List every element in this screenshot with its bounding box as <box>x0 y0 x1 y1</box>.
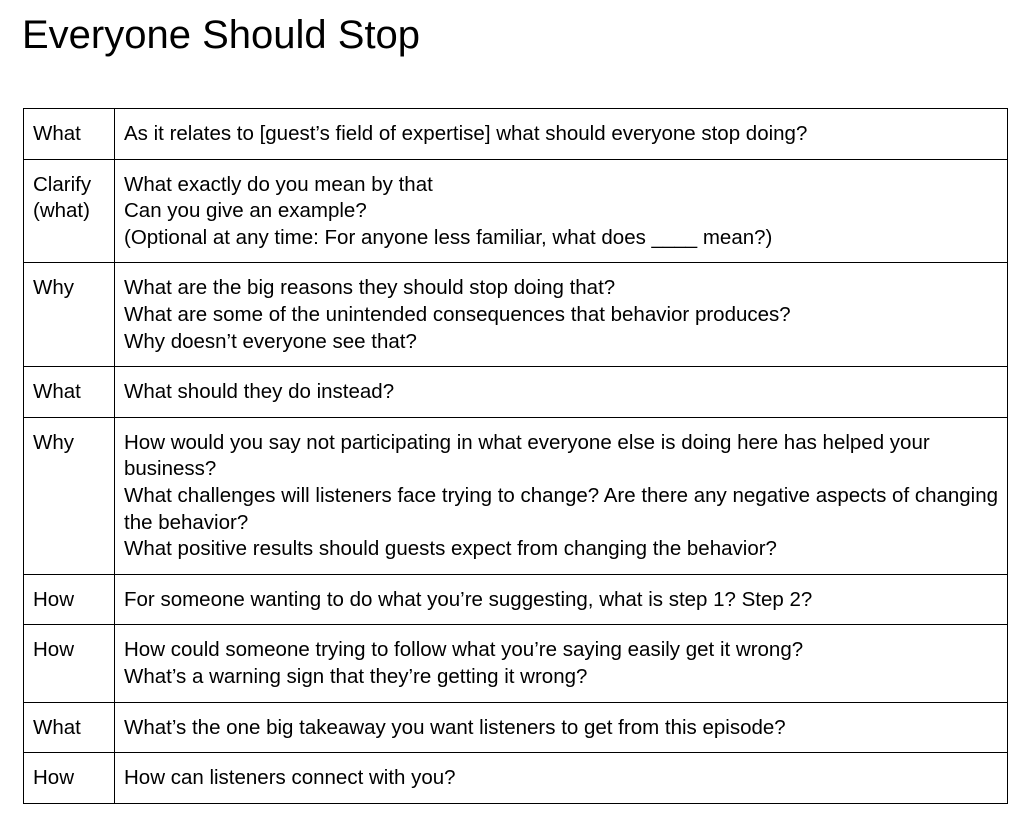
question-type-cell: Why <box>24 263 115 367</box>
table-row <box>24 159 1008 263</box>
question-line: What challenges will listeners face trying to change? Are there any negative aspects of changing the behavior? <box>124 483 1004 534</box>
question-type-cell: Why <box>24 417 115 574</box>
question-table <box>23 108 1008 804</box>
question-line: What should they do instead? <box>124 380 395 404</box>
questions-cell <box>115 159 1008 263</box>
table-row <box>24 263 1008 367</box>
question-line: What positive results should guests expect from changing the behavior? <box>124 537 777 561</box>
question-type-cell: Clarify (what) <box>24 159 115 263</box>
question-line: What’s the one big takeaway you want listeners to get from this episode? <box>124 715 786 739</box>
table-row <box>24 367 1008 418</box>
questions-cell <box>115 702 1008 753</box>
questions-cell <box>115 574 1008 625</box>
questions-cell <box>115 753 1008 804</box>
questions-cell <box>115 367 1008 418</box>
question-line: What’s a warning sign that they’re getting it wrong? <box>124 664 588 688</box>
question-type-cell: What <box>24 367 115 418</box>
question-line: What are the big reasons they should stop doing that? <box>124 276 616 300</box>
question-table-body <box>24 109 1008 804</box>
table-row <box>24 702 1008 753</box>
questions-cell <box>115 263 1008 367</box>
table-row <box>24 109 1008 160</box>
questions-cell <box>115 417 1008 574</box>
question-line: As it relates to [guest’s field of expertise] what should everyone stop doing? <box>124 122 808 145</box>
question-type-cell: How <box>24 753 115 804</box>
document-title: Everyone Should Stop <box>22 13 421 57</box>
question-line: What are some of the unintended consequences that behavior produces? <box>124 302 791 326</box>
question-type-cell: What <box>24 702 115 753</box>
question-type-cell: How <box>24 625 115 702</box>
questions-cell <box>115 625 1008 702</box>
question-line: How would you say not participating in what everyone else is doing here has helped your business? <box>124 430 936 481</box>
question-line: What exactly do you mean by that <box>124 172 433 196</box>
table-row <box>24 625 1008 702</box>
question-line: Why doesn’t everyone see that? <box>124 329 417 353</box>
table-row <box>24 574 1008 625</box>
question-line: Can you give an example? <box>124 199 367 223</box>
question-line: For someone wanting to do what you’re suggesting, what is step 1? Step 2? <box>124 587 813 611</box>
question-type-cell: What <box>24 109 115 160</box>
table-row <box>24 417 1008 574</box>
question-line: How can listeners connect with you? <box>124 766 456 790</box>
table-row <box>24 753 1008 804</box>
questions-cell <box>115 109 1008 160</box>
question-line: How could someone trying to follow what you’re saying easily get it wrong? <box>124 638 804 662</box>
question-line: (Optional at any time: For anyone less familiar, what does ____ mean?) <box>124 225 773 249</box>
question-type-cell: How <box>24 574 115 625</box>
